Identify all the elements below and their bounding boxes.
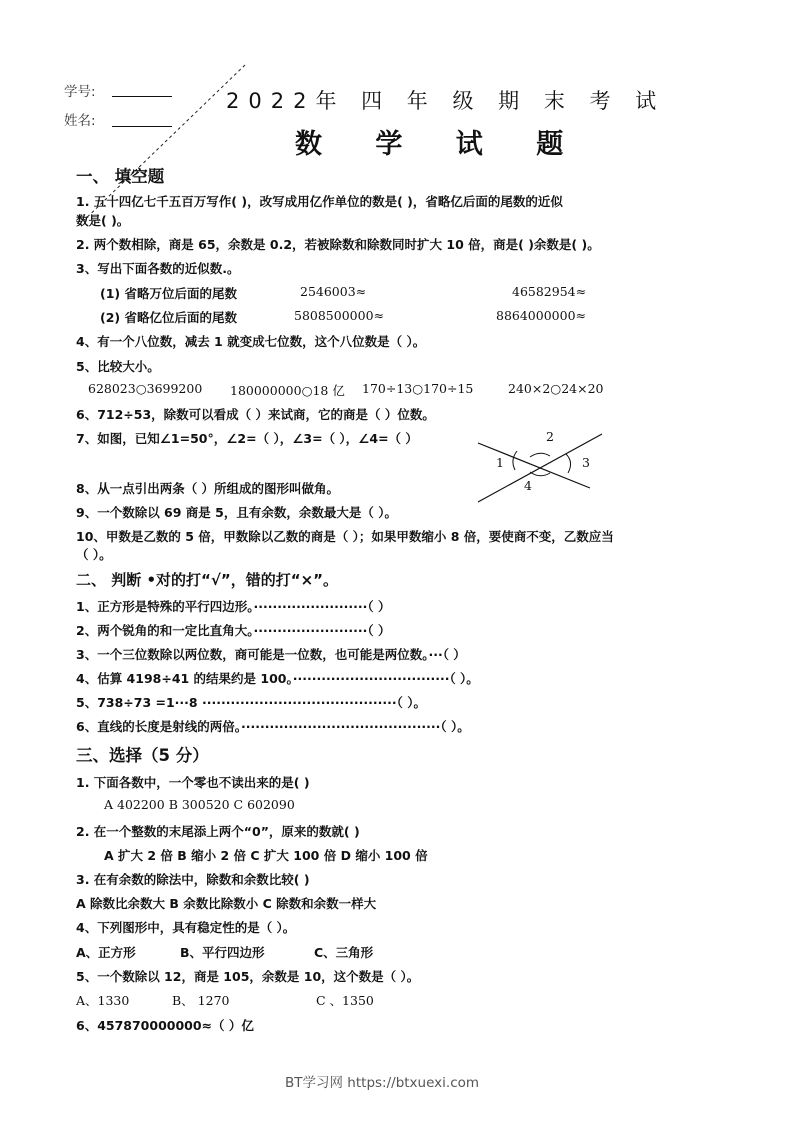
section-2-heading: 二、 判断 •对的打“√”，错的打“×”。 <box>76 571 339 589</box>
subject-title: 数 学 试 题 <box>295 129 586 160</box>
question-1-2: 2. 两个数相除，商是 65，余数是 0.2，若被除数和除数同时扩大 10 倍，商是( )余数是( )。 <box>76 237 600 252</box>
section-1-heading: 一、 填空题 <box>76 167 165 186</box>
judge-item-4: 4、估算 4198÷41 的结果约是 100。·································（ ）。 <box>76 671 479 686</box>
exam-title: 2022年 四 年 级 期 末 考 试 <box>226 89 666 113</box>
question-1-3: 3、写出下面各数的近似数.。 <box>76 261 240 276</box>
question-1-8: 8、从一点引出两条（ ）所组成的图形叫做角。 <box>76 481 340 496</box>
compare-item-1: 628023○3699200 <box>88 381 203 396</box>
angle-label-3: 3 <box>582 455 590 470</box>
angle-label-2: 2 <box>546 429 554 444</box>
name-blank[interactable] <box>112 126 172 127</box>
question-1-1-line1: 1. 五十四亿七千五百万写作( )，改写成用亿作单位的数是( )，省略亿后面的尾数的近似 <box>76 194 563 209</box>
choice-question-6: 6、457870000000≈（ ）亿 <box>76 1018 254 1033</box>
angle-label-4: 4 <box>524 478 532 493</box>
choice-question-5-option-c: C 、1350 <box>316 993 374 1008</box>
question-1-3-sub1-label: (1) 省略万位后面的尾数 <box>100 286 237 301</box>
judge-item-2: 2、两个锐角的和一定比直角大。························（ ） <box>76 623 391 638</box>
question-1-3-sub2-b: 8864000000≈ <box>496 308 587 323</box>
angle-label-1: 1 <box>496 455 504 470</box>
choice-question-3-options: A 除数比余数大 B 余数比除数小 C 除数和余数一样大 <box>76 896 377 911</box>
question-1-4: 4、有一个八位数，减去 1 就变成七位数，这个八位数是（ ）。 <box>76 334 426 349</box>
judge-item-1: 1、正方形是特殊的平行四边形。························（ ） <box>76 599 391 614</box>
name-label: 姓名: <box>64 113 96 129</box>
section-3-heading: 三、选择（5 分） <box>76 746 209 765</box>
intersecting-lines-diagram <box>470 420 620 510</box>
choice-question-1-options: A 402200 B 300520 C 602090 <box>104 797 295 812</box>
choice-question-5-option-a: A、1330 <box>76 993 130 1008</box>
question-1-10-line2: （ ）。 <box>76 547 112 562</box>
footer-watermark: BT学习网 https://btxuexi.com <box>285 1075 480 1091</box>
question-1-3-sub2-a: 5808500000≈ <box>294 308 385 323</box>
question-1-6: 6、712÷53，除数可以看成（ ）来试商，它的商是（ ）位数。 <box>76 407 435 422</box>
compare-item-2: 180000000○18 亿 <box>230 383 345 398</box>
question-1-5: 5、比较大小。 <box>76 359 160 374</box>
choice-question-2-options: A 扩大 2 倍 B 缩小 2 倍 C 扩大 100 倍 D 缩小 100 倍 <box>104 848 428 863</box>
choice-question-4-option-c: C、三角形 <box>314 945 374 960</box>
question-1-3-sub1-a: 2546003≈ <box>300 284 367 299</box>
judge-item-3: 3、一个三位数除以两位数，商可能是一位数，也可能是两位数。···（ ） <box>76 647 466 662</box>
judge-item-5: 5、738÷73 =1···8 ·········································（ ）。 <box>76 695 427 710</box>
choice-question-5-option-b: B、 1270 <box>172 993 230 1008</box>
question-1-7: 7、如图，已知∠1=50°，∠2=（ ），∠3=（ ），∠4=（ ） <box>76 431 418 446</box>
compare-item-4: 240×2○24×20 <box>508 381 604 396</box>
question-1-3-sub2-label: (2) 省略亿位后面的尾数 <box>100 310 237 325</box>
question-1-9: 9、一个数除以 69 商是 5，且有余数，余数最大是（ ）。 <box>76 505 397 520</box>
choice-question-3: 3. 在有余数的除法中，除数和余数比较( ) <box>76 872 310 887</box>
question-1-3-sub1-b: 46582954≈ <box>512 284 587 299</box>
choice-question-2: 2. 在一个整数的末尾添上两个“0”，原来的数就( ) <box>76 824 360 839</box>
question-1-10-line1: 10、甲数是乙数的 5 倍，甲数除以乙数的商是（ ）；如果甲数缩小 8 倍，要使商不变，乙数应当 <box>76 529 614 544</box>
question-1-1-line2: 数是( )。 <box>76 213 130 228</box>
choice-question-4-option-b: B、平行四边形 <box>180 945 265 960</box>
choice-question-5: 5、一个数除以 12，商是 105，余数是 10，这个数是（ ）。 <box>76 969 420 984</box>
choice-question-4: 4、下列图形中，具有稳定性的是（ ）。 <box>76 920 296 935</box>
compare-item-3: 170÷13○170÷15 <box>362 381 474 396</box>
choice-question-4-option-a: A、正方形 <box>76 945 136 960</box>
judge-item-6: 6、直线的长度是射线的两倍。··········································（ ）。 <box>76 719 470 734</box>
choice-question-1: 1. 下面各数中，一个零也不读出来的是( ) <box>76 775 310 790</box>
student-id-label: 学号: <box>64 84 96 100</box>
student-id-blank[interactable] <box>112 96 172 97</box>
